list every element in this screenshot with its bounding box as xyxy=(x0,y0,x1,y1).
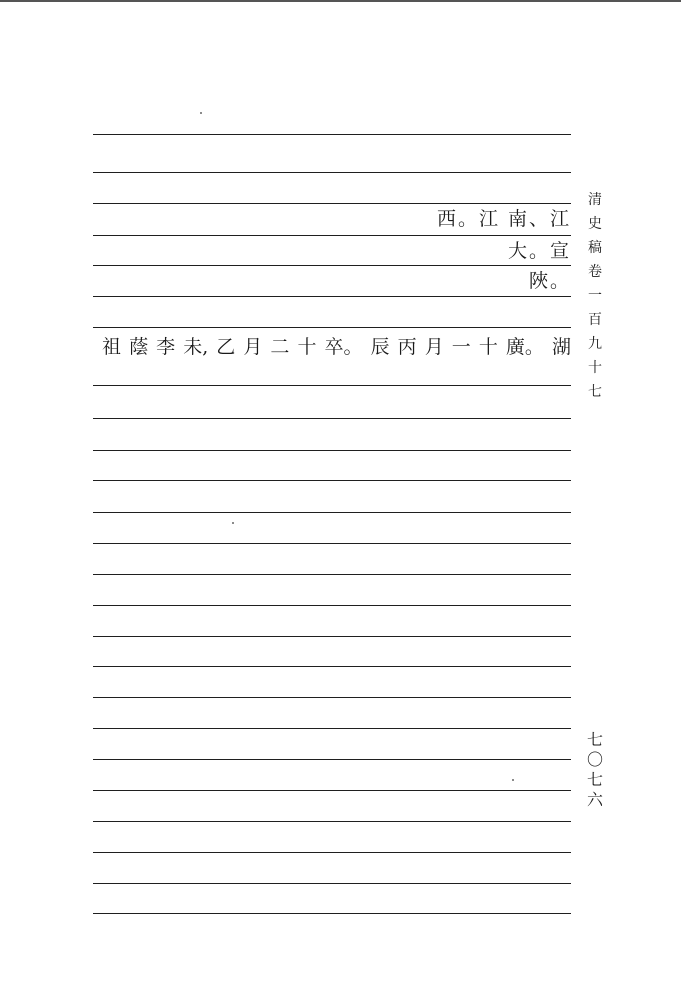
table-rule xyxy=(93,134,571,135)
row4-char: 辰 xyxy=(370,336,390,358)
row4-char: 一 xyxy=(451,336,471,358)
row4-char: 十 xyxy=(297,336,317,358)
row4-char: 乙 xyxy=(216,336,236,358)
table-rule xyxy=(93,543,571,544)
table-rule xyxy=(93,480,571,481)
table-rule xyxy=(93,203,571,204)
scan-speck xyxy=(200,112,202,114)
table-row-2-text: 大。宣 xyxy=(507,240,571,262)
table-rule xyxy=(93,821,571,822)
table-rule xyxy=(93,327,571,328)
row4-char: 月 xyxy=(243,336,263,358)
table-rule xyxy=(93,385,571,386)
row4-char: 湖 xyxy=(551,336,571,358)
table-rule xyxy=(93,574,571,575)
row4-char: 祖 xyxy=(102,336,122,358)
row4-char: 月 xyxy=(424,336,444,358)
table-rule xyxy=(93,759,571,760)
running-head: 清史稿卷一百九十七 xyxy=(588,192,602,400)
row4-char: 卒。 xyxy=(324,336,363,358)
table-row-3-text: 陜。 xyxy=(528,270,571,292)
table-rule xyxy=(93,636,571,637)
row4-char: 丙 xyxy=(397,336,417,358)
row4-char: 廣。 xyxy=(505,336,544,358)
table-rule xyxy=(93,697,571,698)
table-rule xyxy=(93,450,571,451)
table-rule xyxy=(93,728,571,729)
table-rule xyxy=(93,512,571,513)
scan-speck xyxy=(512,779,514,781)
row4-char: 李 xyxy=(156,336,176,358)
table-rule xyxy=(93,852,571,853)
table-rule xyxy=(93,296,571,297)
table-rule xyxy=(93,913,571,914)
table-row-1-text: 西。江 南、江 xyxy=(436,208,571,230)
page-top-border xyxy=(0,0,681,2)
page-number: 七〇七六 xyxy=(586,730,603,809)
row4-char: 蔭 xyxy=(129,336,149,358)
table-rule xyxy=(93,235,571,236)
table-rule xyxy=(93,418,571,419)
row4-char: 二 xyxy=(270,336,290,358)
table-rule xyxy=(93,666,571,667)
row4-char: 未, xyxy=(183,336,209,358)
row4-char: 十 xyxy=(478,336,498,358)
table-rule xyxy=(93,883,571,884)
scan-speck xyxy=(232,522,234,524)
table-row-4-text xyxy=(102,338,571,357)
table-rule xyxy=(93,605,571,606)
table-rule xyxy=(93,265,571,266)
table-rule xyxy=(93,790,571,791)
table-rule xyxy=(93,172,571,173)
